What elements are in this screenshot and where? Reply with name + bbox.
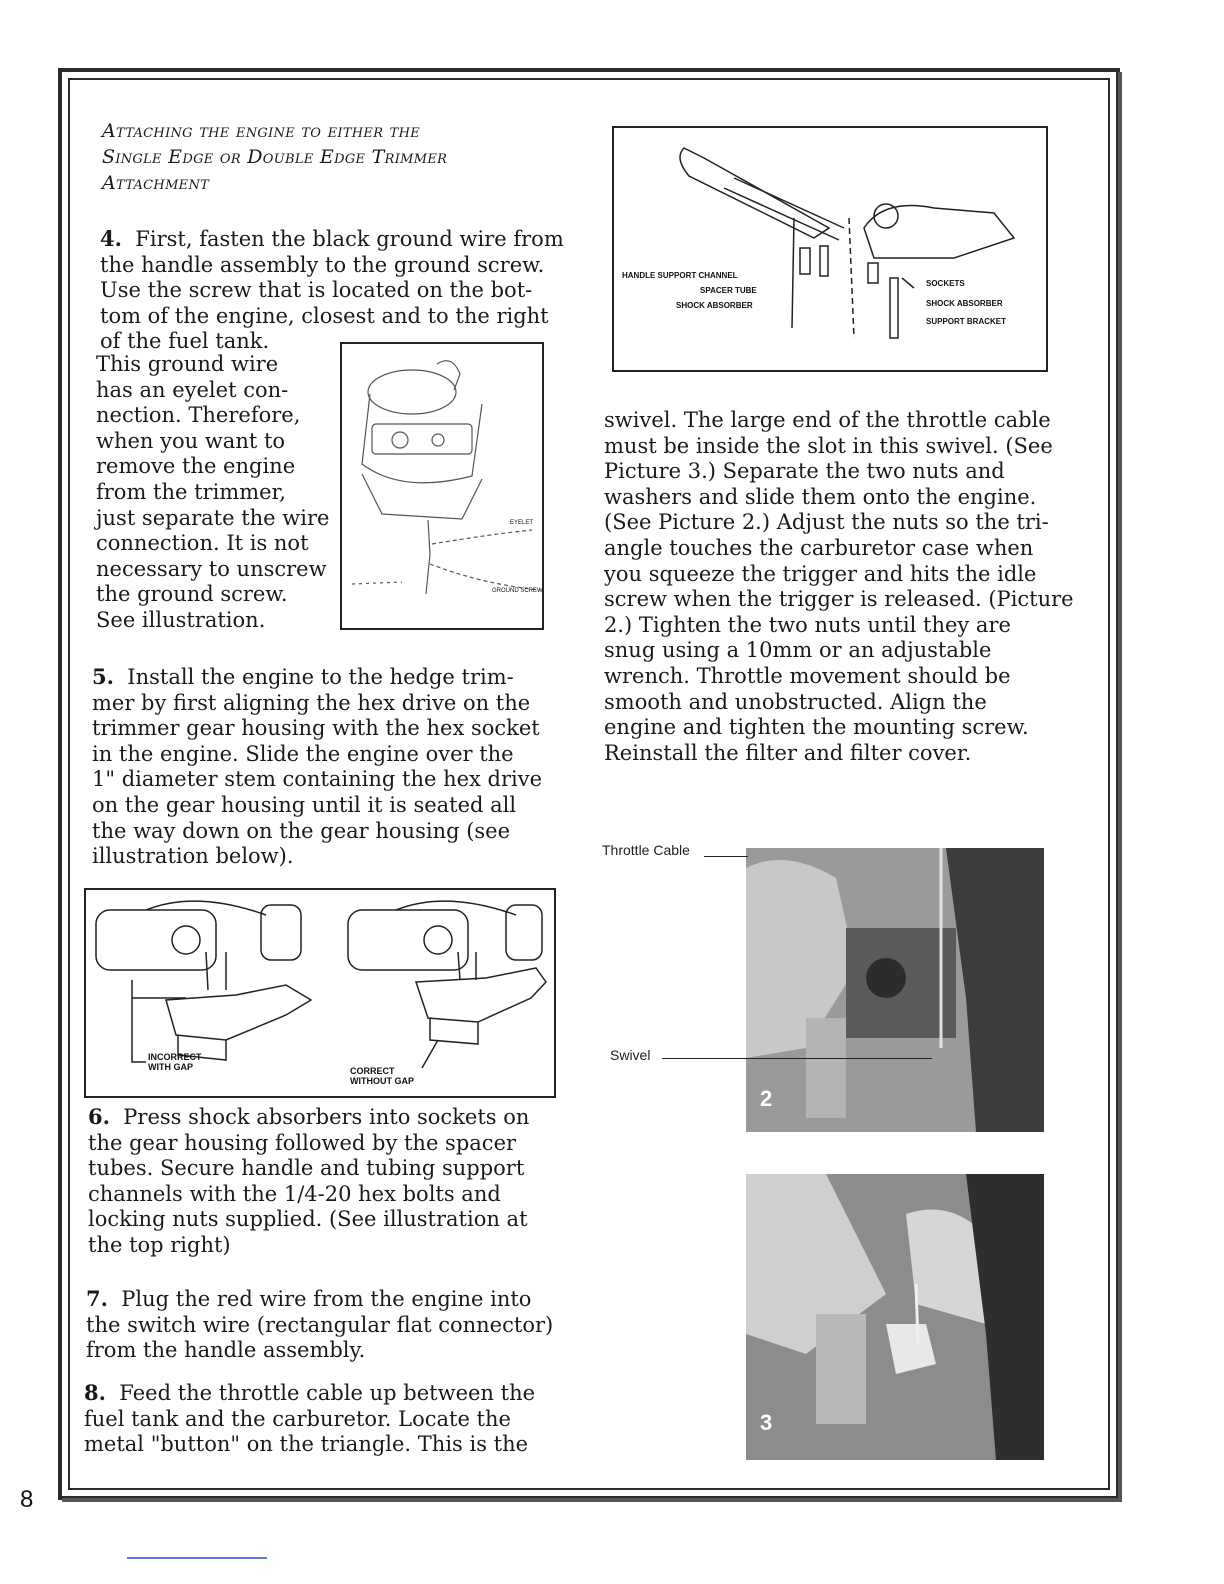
picture-2-photo <box>746 848 1044 1132</box>
step-8-line: Picture 3.) Separate the two nuts and <box>604 459 1005 484</box>
step-8-line: fuel tank and the carburetor. Locate the <box>84 1406 511 1431</box>
step-8-number: 8. <box>84 1380 106 1405</box>
swivel-leader <box>662 1058 932 1059</box>
step-5-line: in the engine. Slide the engine over the <box>92 741 514 766</box>
step-5-line: trimmer gear housing with the hex socket <box>92 716 540 741</box>
step-8-line: 2.) Tighten the two nuts until they are <box>604 612 1011 637</box>
step-5-line: Install the engine to the hedge trim- <box>127 665 514 689</box>
step-4-line: This ground wire <box>96 352 279 376</box>
step-4-line: connection. It is not <box>96 531 309 556</box>
ground-wire-illustration <box>340 342 544 630</box>
picture-3-number: 3 <box>760 1410 773 1435</box>
footer-rule <box>127 1557 267 1559</box>
step-6-line: the gear housing followed by the spacer <box>88 1130 517 1155</box>
step-8-line: angle touches the carburetor case when <box>604 535 1034 560</box>
step-8-line: screw when the trigger is released. (Picture <box>604 587 1074 612</box>
step-5-line: the way down on the gear housing (see <box>92 818 511 843</box>
spacer-tube-label: SPACER TUBE <box>700 286 757 295</box>
support-bracket-label: SUPPORT BRACKET <box>926 317 1007 326</box>
handle-support-channel-label: HANDLE SUPPORT CHANNEL <box>622 271 738 280</box>
heading-line: Single Edge or Double Edge Trimmer <box>102 146 448 168</box>
step-4-line: when you want to <box>96 428 286 453</box>
step-8-line: wrench. Throttle movement should be <box>604 663 1011 688</box>
sockets-label: SOCKETS <box>926 279 965 288</box>
step-8-line: (See Picture 2.) Adjust the nuts so the tri- <box>604 510 1049 535</box>
step-8-line: engine and tighten the mounting screw. <box>604 715 1029 740</box>
gap-comparison-illustration <box>84 888 556 1098</box>
step-6-line: Press shock absorbers into sockets on <box>123 1105 530 1129</box>
engine-underside-drawing <box>342 344 542 628</box>
step-4-line: the handle assembly to the ground screw. <box>100 252 545 277</box>
heading-line: Attachment <box>102 172 210 194</box>
picture-2-shapes <box>746 848 1044 1132</box>
step-4-line: of the fuel tank. <box>100 329 270 354</box>
step-8-line: you squeeze the trigger and hits the idle <box>604 561 1037 586</box>
step-4-line: from the trimmer, <box>96 479 286 504</box>
ground-screw-label: GROUND SCREW <box>492 588 542 594</box>
step-7-text <box>86 1286 556 1364</box>
step-8-line: Feed the throttle cable up between the <box>119 1381 536 1405</box>
step-4-line: remove the engine <box>96 454 296 479</box>
handle-assembly-illustration <box>612 126 1048 372</box>
step-8-line: washers and slide them onto the engine. <box>604 484 1037 509</box>
picture-3-photo <box>746 1174 1044 1460</box>
step-6-line: tubes. Secure handle and tubing support <box>88 1156 525 1181</box>
correct-sublabel: WITHOUT GAP <box>350 1076 414 1086</box>
step-4-number: 4. <box>100 226 122 251</box>
step-6-line: channels with the 1/4-20 hex bolts and <box>88 1181 501 1206</box>
step-4-line: just separate the wire <box>96 505 330 530</box>
swivel-callout: Swivel <box>610 1047 651 1063</box>
incorrect-label: INCORRECT <box>148 1052 202 1062</box>
step-4-line: See illustration. <box>96 607 266 632</box>
step-8-continued-text <box>604 408 1074 766</box>
picture-3-shapes <box>746 1174 1044 1460</box>
step-8-line: metal "button" on the triangle. This is the <box>84 1432 529 1457</box>
page-number: 8 <box>20 1486 34 1513</box>
section-heading <box>102 118 562 196</box>
incorrect-sublabel: WITH GAP <box>148 1062 193 1072</box>
step-5-number: 5. <box>92 664 114 689</box>
step-6-line: locking nuts supplied. (See illustration at <box>88 1207 528 1232</box>
step-8-text <box>84 1380 554 1458</box>
heading-line: Attaching the engine to either the <box>102 120 421 142</box>
correct-label: CORRECT <box>350 1066 395 1076</box>
step-4-line: First, fasten the black ground wire from <box>135 227 564 251</box>
step-4-line: has an eyelet con- <box>96 377 289 402</box>
step-8-line: Reinstall the filter and filter cover. <box>604 740 972 765</box>
step-5-line: mer by first aligning the hex drive on the <box>92 690 531 715</box>
step-6-number: 6. <box>88 1104 110 1129</box>
step-4-line: the ground screw. <box>96 582 288 607</box>
step-5-line: on the gear housing until it is seated all <box>92 792 517 817</box>
page-border-shadow-bottom <box>62 1498 1122 1502</box>
eyelet-label: EYELET <box>510 520 534 526</box>
step-4-line: nection. Therefore, <box>96 403 301 428</box>
step-4-line: necessary to unscrew <box>96 556 327 581</box>
handle-assembly-drawing <box>614 128 1046 370</box>
step-4-text <box>100 226 570 355</box>
step-4-narrow-text <box>96 352 336 634</box>
throttle-cable-callout: Throttle Cable <box>602 842 690 858</box>
step-7-line: the switch wire (rectangular flat connector) <box>86 1312 554 1337</box>
step-7-line: from the handle assembly. <box>86 1338 366 1363</box>
step-8-line: swivel. The large end of the throttle cable <box>604 408 1051 432</box>
step-4-line: Use the screw that is located on the bot- <box>100 278 533 303</box>
step-6-text <box>88 1104 558 1259</box>
page-border-shadow-right <box>1118 72 1122 1502</box>
step-8-line: snug using a 10mm or an adjustable <box>604 638 992 663</box>
throttle-cable-leader <box>704 856 748 857</box>
shock-absorber-right-label: SHOCK ABSORBER <box>926 299 1003 308</box>
step-5-text <box>92 664 562 870</box>
step-4-line: tom of the engine, closest and to the right <box>100 303 549 328</box>
gap-comparison-drawing <box>86 890 554 1096</box>
step-5-line: illustration below). <box>92 844 294 869</box>
picture-2-number: 2 <box>760 1086 773 1111</box>
step-6-line: the top right) <box>88 1232 231 1257</box>
step-5-line: 1" diameter stem containing the hex drive <box>92 767 543 792</box>
step-8-line: smooth and unobstructed. Align the <box>604 689 987 714</box>
step-7-number: 7. <box>86 1286 108 1311</box>
step-8-line: must be inside the slot in this swivel. (See <box>604 433 1053 458</box>
shock-absorber-left-label: SHOCK ABSORBER <box>676 301 753 310</box>
step-7-line: Plug the red wire from the engine into <box>121 1287 532 1311</box>
